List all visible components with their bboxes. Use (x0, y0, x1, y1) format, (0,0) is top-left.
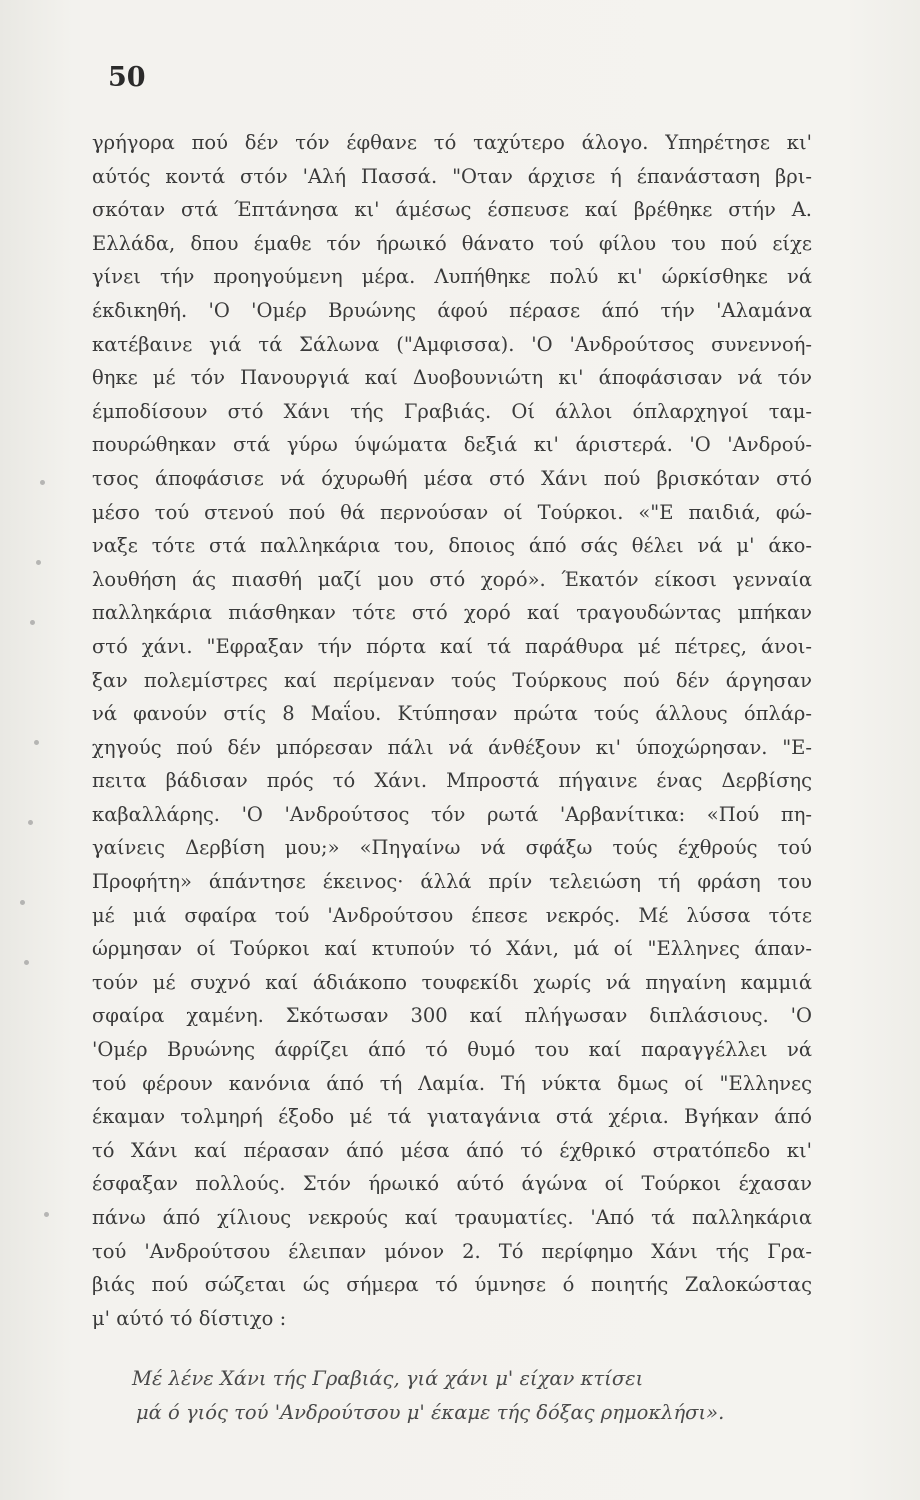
text-line: γίνει τήν προηγούμενη μέρα. Λυπήθηκε πολύ κι' ώρκίσθηκε νά (92, 265, 812, 289)
text-line: μέ μιά σφαίρα τού 'Ανδρούτσου έπεσε νεκρός. Μέ λύσσα τότε (92, 903, 812, 927)
text-line: τό Χάνι καί πέρασαν άπό μέσα άπό τό έχθρικό στρατόπεδο κι' (92, 1138, 812, 1162)
text-line: πουρώθηκαν στά γύρω ύψώματα δεξιά κι' άριστερά. 'Ο 'Ανδρού- (92, 433, 812, 457)
text-line: τού φέρουν κανόνια άπό τή Λαμία. Τή νύκτα δμως οί "Ελληνες (92, 1071, 812, 1095)
text-line: 'Ομέρ Βρυώνης άφρίζει άπό τό θυμό του καί παραγγέλλει νά (92, 1038, 812, 1062)
text-line: τσος άποφάσισε νά όχυρωθή μέσα στό Χάνι πού βρισκόταν στό (92, 466, 812, 490)
text-line: ναξε τότε στά παλληκάρια του, δποιος άπό σάς θέλει νά μ' άκο- (92, 534, 812, 558)
text-line: σκόταν στά Έπτάνησα κι' άμέσως έσπευσε καί βρέθηκε στήν Α. (92, 198, 812, 222)
text-line: γρήγορα πού δέν τόν έφθανε τό ταχύτερο άλογο. Υπηρέτησε κι' (92, 131, 812, 154)
text-line: ώρμησαν οί Τούρκοι καί κτυπούν τό Χάνι, μά οί "Ελληνες άπαν- (92, 937, 812, 961)
text-line: κατέβαινε γιά τά Σάλωνα ("Αμφισσα). 'Ο 'Ανδρούτσος συνεννοή- (92, 332, 812, 356)
verse-couplet (132, 1362, 832, 1430)
page-number: 50 (108, 62, 146, 93)
text-line: σφαίρα χαμένη. Σκότωσαν 300 καί πλήγωσαν διπλάσιους. 'Ο (92, 1004, 812, 1028)
text-line: καβαλλάρης. 'Ο 'Ανδρούτσος τόν ρωτά 'Αρβανίτικα: «Πού πη- (92, 802, 812, 826)
text-line: χηγούς πού δέν μπόρεσαν πάλι νά άνθέξουν κι' ύποχώρησαν. "Ε- (92, 735, 812, 759)
text-line: τούν μέ συχνό καί άδιάκοπο τουφεκίδι χωρίς νά πηγαίνη καμμιά (92, 970, 812, 994)
text-line: λουθήση άς πιασθή μαζί μου στό χορό». Έκατόν είκοσι γενναία (92, 567, 812, 591)
text-line: πειτα βάδισαν πρός τό Χάνι. Μπροστά πήγαινε ένας Δερβίσης (92, 769, 812, 793)
text-line: στό χάνι. "Εφραξαν τήν πόρτα καί τά παράθυρα μέ πέτρες, άνοι- (92, 634, 812, 658)
text-line: γαίνεις Δερβίση μου;» «Πηγαίνω νά σφάξω τούς έχθρούς τού (92, 836, 812, 860)
text-line: πάνω άπό χίλιους νεκρούς καί τραυματίες. 'Από τά παλληκάρια (92, 1206, 812, 1229)
text-line: έσφαξαν πολλούς. Στόν ήρωικό αύτό άγώνα οί Τούρκοι έχασαν (92, 1172, 812, 1196)
text-line: βιάς πού σώζεται ώς σήμερα τό ύμνησε ό ποιητής Ζαλοκώστας (92, 1273, 812, 1297)
text-line: παλληκάρια πιάσθηκαν τότε στό χορό καί τραγουδώντας μπήκαν (92, 601, 812, 625)
text-line: έμποδίσουν στό Χάνι τής Γραβιάς. Οί άλλοι όπλαρχηγοί ταμ- (92, 399, 812, 423)
text-line: Ελλάδα, δπου έμαθε τόν ήρωικό θάνατο τού φίλου του πού είχε (92, 231, 812, 255)
verse-line: μά ό γιός τού 'Ανδρούτσου μ' έκαμε τής δόξας ρημοκλήσι». (136, 1401, 725, 1424)
verse-line: Μέ λένε Χάνι τής Γραβιάς, γιά χάνι μ' είχαν κτίσει (132, 1367, 644, 1390)
text-line: έκαμαν τολμηρή έξοδο μέ τά γιαταγάνια στά χέρια. Βγήκαν άπό (92, 1105, 812, 1129)
text-line: θηκε μέ τόν Πανουργιά καί Δυοβουνιώτη κι' άποφάσισαν νά τόν (92, 366, 812, 390)
text-line: νά φανούν στίς 8 Μαΐου. Κτύπησαν πρώτα τούς άλλους όπλάρ- (92, 702, 812, 726)
text-line: Προφήτη» άπάντησε έκεινος· άλλά πρίν τελειώση τή φράση του (92, 870, 812, 894)
text-line: μ' αύτό τό δίστιχο : (92, 1306, 287, 1330)
text-line: τού 'Ανδρούτσου έλειπαν μόνον 2. Τό περίφημο Χάνι τής Γρα- (92, 1239, 812, 1263)
text-line: ξαν πολεμίστρες καί περίμεναν τούς Τούρκους πού δέν άργησαν (92, 668, 812, 692)
body-text (92, 126, 812, 1335)
text-line: έκδικηθή. 'Ο 'Ομέρ Βρυώνης άφού πέρασε άπό τήν 'Αλαμάνα (92, 298, 812, 322)
text-line: αύτός κοντά στόν 'Αλή Πασσά. "Οταν άρχισε ή έπανάσταση βρι- (92, 164, 812, 188)
text-line: μέσο τού στενού πού θά περνούσαν οί Τούρκοι. «"Ε παιδιά, φώ- (92, 500, 812, 524)
